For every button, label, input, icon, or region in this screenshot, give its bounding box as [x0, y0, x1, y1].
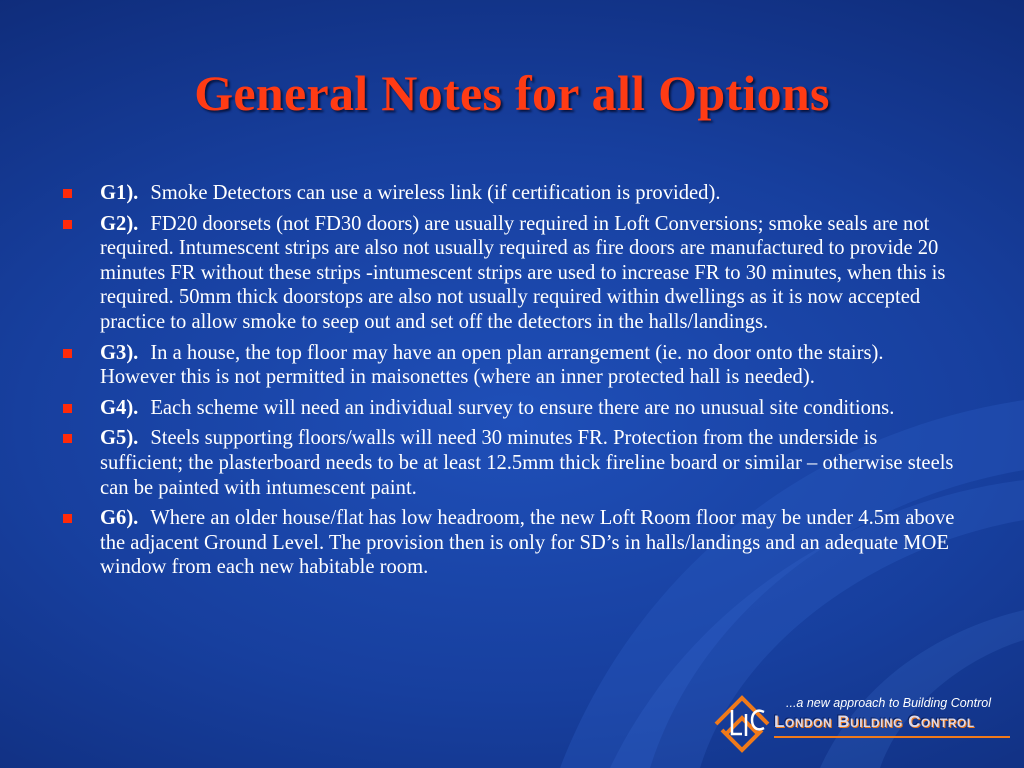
note-item-g6 [62, 506, 962, 580]
logo-underline [774, 736, 1010, 738]
logo-tagline: ...a new approach to Building Control [786, 696, 991, 710]
bullet-square-icon [63, 404, 72, 413]
logo-brand-name: London Building Control [774, 712, 975, 731]
note-code: G4). [100, 396, 139, 419]
note-text: Where an older house/flat has low headroom, the new Loft Room floor may be under 4.5m above the adjacent Ground Level. The provision then is only for SD’s in halls/landings and an adequate MOE window from each new habitable room. [100, 507, 955, 579]
note-item-g5 [62, 426, 962, 500]
note-text: Steels supporting floors/walls will need 30 minutes FR. Protection from the underside is sufficient; the plasterboard needs to be at least 12.5mm thick fireline board or similar – otherwise steels can be painted with intumescent paint. [100, 427, 954, 499]
bullet-square-icon [63, 349, 72, 358]
slide-title: General Notes for all Options [194, 65, 830, 121]
note-item-g4 [62, 396, 962, 421]
note-code: G2). [100, 212, 139, 235]
note-item-g2 [62, 212, 962, 335]
note-code: G3). [100, 341, 139, 364]
bullet-square-icon [63, 514, 72, 523]
note-item-g3 [62, 341, 962, 390]
notes-list [62, 181, 962, 586]
bullet-square-icon [63, 220, 72, 229]
note-text: FD20 doorsets (not FD30 doors) are usually required in Loft Conversions; smoke seals are not required. Intumescent strips are also not usually required as fire doors are manufactured to provide 20 minutes FR without these strips -intumescent strips are used to increase FR to 30 minutes, when this is required. 50mm thick doorstops are also not usually required within dwellings as it is now accepted practice to allow smoke to seep out and set off the detectors in the halls/landings. [100, 212, 946, 333]
note-item-g1 [62, 181, 962, 206]
note-text: Each scheme will need an individual survey to ensure there are no unusual site conditions. [150, 396, 895, 419]
note-text: In a house, the top floor may have an open plan arrangement (ie. no door onto the stairs). However this is not permitted in maisonettes (where an inner protected hall is needed). [100, 341, 884, 389]
note-code: G6). [100, 507, 139, 530]
bullet-square-icon [63, 189, 72, 198]
lbc-logo-icon [712, 690, 778, 754]
bullet-square-icon [63, 434, 72, 443]
london-building-control-logo [712, 690, 1012, 754]
note-code: G5). [100, 427, 139, 450]
note-text: Smoke Detectors can use a wireless link (if certification is provided). [150, 182, 721, 204]
note-code: G1). [100, 182, 139, 204]
